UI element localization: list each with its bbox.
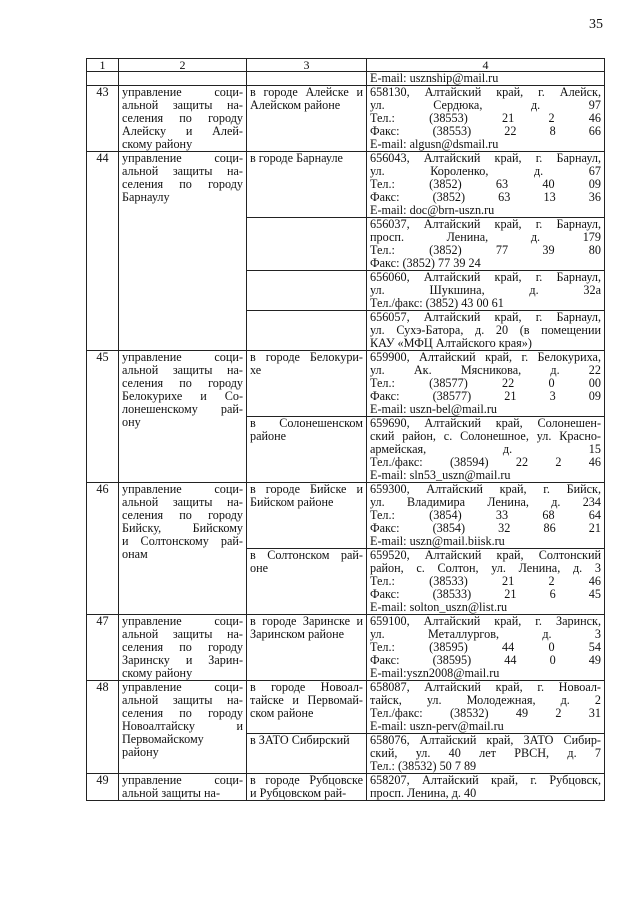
column-header-4: 4 bbox=[367, 59, 605, 72]
service-area-line: Алейском районе bbox=[250, 98, 341, 112]
table-body bbox=[87, 72, 605, 801]
contact-line: Факс: (3852) 77 39 24 bbox=[370, 256, 481, 270]
service-area-line: Заринском районе bbox=[250, 627, 345, 641]
contact-line: Тел./факс: (3852) 43 00 61 bbox=[370, 296, 504, 310]
contact-line: ул. Сухэ-Батора, д. 20 (в помещении bbox=[370, 323, 601, 337]
contact-line: Факс: (38533) 21 6 45 bbox=[370, 587, 601, 601]
contact-line: E-mail: uszn@mail.biisk.ru bbox=[370, 534, 505, 548]
contact-address-cell bbox=[367, 774, 605, 801]
entry-number: 43 bbox=[87, 86, 119, 152]
contact-line: КАУ «МФЦ Алтайского края») bbox=[370, 336, 532, 350]
service-area-cell bbox=[247, 615, 367, 681]
table-row bbox=[87, 351, 605, 417]
service-area-line: в городе Барнауле bbox=[250, 151, 343, 165]
agency-name-cell bbox=[119, 152, 247, 351]
agency-name-cell bbox=[119, 774, 247, 801]
agency-name-line: онам bbox=[122, 547, 148, 561]
continuation-row bbox=[87, 72, 605, 86]
agency-name-line: Новоалтайску и bbox=[122, 719, 243, 733]
service-area-line: в городе Новоал- bbox=[250, 680, 363, 694]
service-area-cell bbox=[247, 774, 367, 801]
service-area-line: в городе Рубцовске bbox=[250, 773, 363, 787]
entry-number: 47 bbox=[87, 615, 119, 681]
agency-name-line: альной защиты на- bbox=[122, 164, 243, 178]
service-area-line: в городе Алейске и bbox=[250, 85, 363, 99]
agency-name-line: управление соци- bbox=[122, 350, 243, 364]
entry-number: 49 bbox=[87, 774, 119, 801]
service-area-line: районе bbox=[250, 429, 287, 443]
contact-line: Тел.: (38532) 50 7 89 bbox=[370, 759, 477, 773]
contact-line: Тел.: (3852) 77 39 80 bbox=[370, 243, 601, 257]
agency-name-line: Барнаулу bbox=[122, 190, 170, 204]
contact-line: 659520, Алтайский край, Солтонский bbox=[370, 548, 601, 562]
agency-name-cell bbox=[119, 615, 247, 681]
contact-line: Тел./факс: (38532) 49 2 31 bbox=[370, 706, 601, 720]
contact-line: армейская, д. 15 bbox=[370, 442, 601, 456]
agency-name-cell bbox=[119, 681, 247, 774]
agency-name-line: Белокурихе и Со- bbox=[122, 389, 243, 403]
contact-address-cell bbox=[367, 271, 605, 311]
agency-name-line: управление соци- bbox=[122, 680, 243, 694]
service-area-cell bbox=[247, 549, 367, 615]
contact-line: тайск, ул. Молодежная, д. 2 bbox=[370, 693, 601, 707]
service-area-line: в городе Белокури- bbox=[250, 350, 363, 364]
agency-name-line: Заринску и Зарин- bbox=[122, 653, 243, 667]
agency-name-line: району bbox=[122, 745, 159, 759]
column-header-1: 1 bbox=[87, 59, 119, 72]
agency-name-line: селения по городу bbox=[122, 376, 243, 390]
service-area-cell bbox=[247, 483, 367, 549]
contact-line: Тел.: (38577) 22 0 00 bbox=[370, 376, 601, 390]
service-area-cell bbox=[247, 271, 367, 311]
service-area-line: в ЗАТО Сибирский bbox=[250, 733, 350, 747]
contact-line: ул. Сердюка, д. 97 bbox=[370, 98, 601, 112]
service-area-line: Бийском районе bbox=[250, 495, 334, 509]
contact-line: ул. Короленко, д. 67 bbox=[370, 164, 601, 178]
service-area-line: тайске и Первомай- bbox=[250, 693, 363, 707]
contact-line: 656037, Алтайский край, г. Барнаул, bbox=[370, 217, 601, 231]
service-area-line: хе bbox=[250, 363, 262, 377]
continuation-agency-cell bbox=[119, 72, 247, 86]
table-row bbox=[87, 615, 605, 681]
service-area-cell bbox=[247, 681, 367, 734]
table-row bbox=[87, 681, 605, 734]
contact-line: просп. Ленина, д. 179 bbox=[370, 230, 601, 244]
entry-number: 46 bbox=[87, 483, 119, 615]
contact-line: Тел./факс: (38594) 22 2 46 bbox=[370, 455, 601, 469]
contact-line: Факс: (38577) 21 3 09 bbox=[370, 389, 601, 403]
table-row bbox=[87, 152, 605, 218]
service-area-line: и Рубцовском рай- bbox=[250, 786, 347, 800]
contact-line: E-mail: doc@brn-uszn.ru bbox=[370, 203, 495, 217]
contact-line: Факс: (3852) 63 13 36 bbox=[370, 190, 601, 204]
entry-number: 45 bbox=[87, 351, 119, 483]
contact-address-cell bbox=[367, 218, 605, 271]
contact-line: 656057, Алтайский край, г. Барнаул, bbox=[370, 310, 601, 324]
contact-address-cell bbox=[367, 351, 605, 417]
contact-line: ул. Шукшина, д. 32а bbox=[370, 283, 601, 297]
entry-number: 44 bbox=[87, 152, 119, 351]
contact-line: Факс: (38595) 44 0 49 bbox=[370, 653, 601, 667]
service-area-cell bbox=[247, 152, 367, 218]
agency-name-line: альной защиты на- bbox=[122, 98, 243, 112]
contact-address-cell bbox=[367, 549, 605, 615]
contact-line: E-mail: uszn-perv@mail.ru bbox=[370, 719, 504, 733]
table-row bbox=[87, 774, 605, 801]
table-row bbox=[87, 86, 605, 152]
contact-address-cell bbox=[367, 681, 605, 734]
agency-name-line: скому району bbox=[122, 137, 193, 151]
contact-line: район, с. Солтон, ул. Ленина, д. 3 bbox=[370, 561, 601, 575]
contact-line: 659900, Алтайский край, г. Белокуриха, bbox=[370, 350, 601, 364]
agency-name-line: лонешенскому рай- bbox=[122, 402, 243, 416]
contact-address-cell bbox=[367, 86, 605, 152]
agency-address-table bbox=[86, 58, 605, 801]
contact-line: 659690, Алтайский край, Солонешен- bbox=[370, 416, 601, 430]
contact-address-cell bbox=[367, 152, 605, 218]
entry-number: 48 bbox=[87, 681, 119, 774]
contact-line: E-mail: sln53_uszn@mail.ru bbox=[370, 468, 511, 482]
table-header-row bbox=[87, 59, 605, 72]
agency-name-line: альной защиты на- bbox=[122, 693, 243, 707]
agency-name-line: управление соци- bbox=[122, 151, 243, 165]
agency-name-line: управление соци- bbox=[122, 614, 243, 628]
agency-name-line: Первомайскому bbox=[122, 732, 204, 746]
contact-line: ул. Ак. Мясникова, д. 22 bbox=[370, 363, 601, 377]
contact-address-cell bbox=[367, 615, 605, 681]
service-area-line: ском районе bbox=[250, 706, 314, 720]
contact-line: 659100, Алтайский край, г. Заринск, bbox=[370, 614, 601, 628]
contact-line: E-mail: algusn@dsmail.ru bbox=[370, 137, 499, 151]
contact-line: ул. Владимира Ленина, д. 234 bbox=[370, 495, 601, 509]
agency-name-cell bbox=[119, 86, 247, 152]
service-area-line: в городе Бийске и bbox=[250, 482, 363, 496]
service-area-cell bbox=[247, 86, 367, 152]
service-area-cell bbox=[247, 417, 367, 483]
contact-line: Тел.: (3852) 63 40 09 bbox=[370, 177, 601, 191]
contact-address-cell bbox=[367, 734, 605, 774]
agency-name-line: и Солтонскому рай- bbox=[122, 534, 243, 548]
service-area-line: в Солтонском рай- bbox=[250, 548, 363, 562]
contact-line: Факс: (3854) 32 86 21 bbox=[370, 521, 601, 535]
agency-name-line: альной защиты на- bbox=[122, 786, 221, 800]
contact-line: Тел.: (38595) 44 0 54 bbox=[370, 640, 601, 654]
contact-line: 658087, Алтайский край, г. Новоал- bbox=[370, 680, 601, 694]
continuation-email: E-mail: usznship@mail.ru bbox=[367, 72, 605, 86]
contact-line: 659300, Алтайский край, г. Бийск, bbox=[370, 482, 601, 496]
contact-line: E-mail:yszn2008@mail.ru bbox=[370, 666, 500, 680]
contact-line: 658207, Алтайский край, г. Рубцовск, bbox=[370, 773, 601, 787]
agency-name-line: альной защиты на- bbox=[122, 627, 243, 641]
service-area-cell bbox=[247, 734, 367, 774]
column-header-2: 2 bbox=[119, 59, 247, 72]
contact-line: ский район, с. Солонешное, ул. Красно- bbox=[370, 429, 601, 443]
contact-line: Тел.: (3854) 33 68 64 bbox=[370, 508, 601, 522]
contact-line: E-mail: solton_uszn@list.ru bbox=[370, 600, 508, 614]
service-area-line: оне bbox=[250, 561, 269, 575]
service-area-line: в городе Заринске и bbox=[250, 614, 363, 628]
agency-name-line: скому району bbox=[122, 666, 193, 680]
contact-line: ул. Металлургов, д. 3 bbox=[370, 627, 601, 641]
contact-address-cell bbox=[367, 417, 605, 483]
agency-name-line: селения по городу bbox=[122, 706, 243, 720]
continuation-num-cell bbox=[87, 72, 119, 86]
agency-name-cell bbox=[119, 483, 247, 615]
contact-line: Тел.: (38533) 21 2 46 bbox=[370, 574, 601, 588]
agency-name-line: альной защиты на- bbox=[122, 495, 243, 509]
agency-name-cell bbox=[119, 351, 247, 483]
agency-name-line: Алейску и Алей- bbox=[122, 124, 243, 138]
page-number: 35 bbox=[589, 17, 603, 32]
contact-line: 658076, Алтайский край, ЗАТО Сибир- bbox=[370, 733, 601, 747]
agency-name-line: управление соци- bbox=[122, 482, 243, 496]
agency-name-line: Бийску, Бийскому bbox=[122, 521, 243, 535]
column-header-3: 3 bbox=[247, 59, 367, 72]
contact-line: просп. Ленина, д. 40 bbox=[370, 786, 477, 800]
contact-address-cell bbox=[367, 483, 605, 549]
agency-name-line: альной защиты на- bbox=[122, 363, 243, 377]
agency-name-line: селения по городу bbox=[122, 177, 243, 191]
agency-name-line: управление соци- bbox=[122, 85, 243, 99]
table-row bbox=[87, 483, 605, 549]
service-area-line: в Солонешенском bbox=[250, 416, 363, 430]
agency-name-line: ону bbox=[122, 415, 141, 429]
contact-line: 658130, Алтайский край, г. Алейск, bbox=[370, 85, 601, 99]
contact-line: Тел.: (38553) 21 2 46 bbox=[370, 111, 601, 125]
service-area-cell bbox=[247, 311, 367, 351]
agency-name-line: селения по городу bbox=[122, 111, 243, 125]
continuation-area-cell bbox=[247, 72, 367, 86]
contact-line: Факс: (38553) 22 8 66 bbox=[370, 124, 601, 138]
service-area-cell bbox=[247, 351, 367, 417]
contact-line: 656043, Алтайский край, г. Барнаул, bbox=[370, 151, 601, 165]
contact-line: E-mail: uszn-bel@mail.ru bbox=[370, 402, 497, 416]
agency-name-line: селения по городу bbox=[122, 640, 243, 654]
agency-name-line: селения по городу bbox=[122, 508, 243, 522]
agency-name-line: управление соци- bbox=[122, 773, 243, 787]
contact-address-cell bbox=[367, 311, 605, 351]
contact-line: 656060, Алтайский край, г. Барнаул, bbox=[370, 270, 601, 284]
contact-line: ский, ул. 40 лет РВСН, д. 7 bbox=[370, 746, 601, 760]
service-area-cell bbox=[247, 218, 367, 271]
